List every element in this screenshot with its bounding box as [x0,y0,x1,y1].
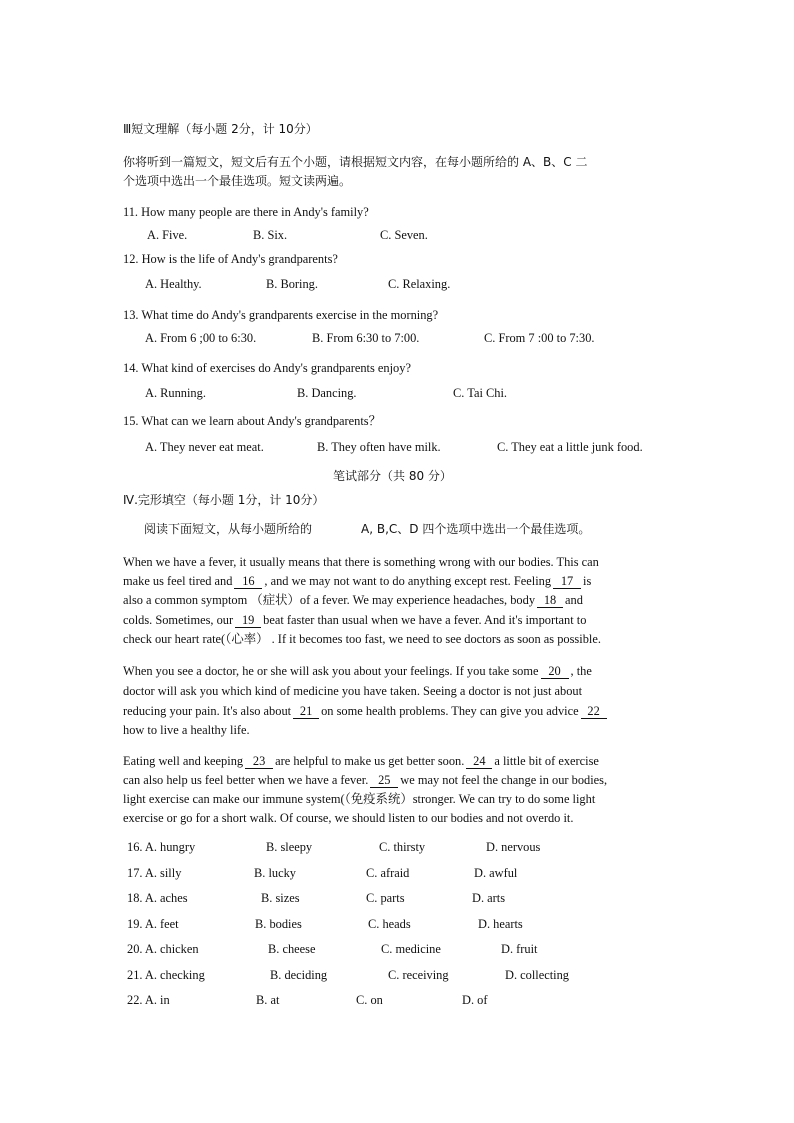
blank-19: 19 [235,614,261,628]
option-c: C. Relaxing. [388,277,451,291]
passage-text: and [565,593,583,607]
blank-23: 23 [245,755,273,769]
passage-text: , and we may not want to do anything except rest. Feeling [264,574,552,588]
passage-line [123,772,607,788]
option-c: C. parts [366,891,405,905]
question-text: 12. How is the life of Andy's grandparents? [123,252,338,266]
option-d: D. of [462,993,488,1007]
option-c: C. Seven. [380,228,428,242]
option-a: 18. A. aches [127,891,188,905]
option-b: B. Six. [253,228,288,242]
option-a: A. Running. [145,386,206,400]
option-b: B. From 6:30 to 7:00. [312,331,420,345]
option-a: 19. A. feet [127,917,179,931]
question-text: 13. What time do Andy's grandparents exercise in the morning? [123,308,439,322]
option-b: B. sizes [261,891,300,905]
section-3-title: Ⅲ短文理解（每小题 2分，计 10分） [123,122,318,136]
option-b: B. sleepy [266,840,313,854]
blank-16: 16 [234,575,262,589]
option-b: B. deciding [270,968,328,982]
written-part-heading: 笔试部分（共 80 分） [333,469,452,483]
passage-text: When you see a doctor, he or she will ask you about your feelings. If you take some [123,664,539,678]
section-4-instruction-a: 阅读下面短文，从每小题所给的 [144,522,313,536]
option-a: A. They never eat meat. [145,440,264,454]
section-3-instruction-line-1: 你将听到一篇短文，短文后有五个小题，请根据短文内容，在每小题所给的 A、B、C 二 [123,155,588,169]
option-c: C. They eat a little junk food. [497,440,643,454]
option-a: 21. A. checking [127,968,205,982]
option-a: A. Five. [147,228,188,242]
blank-18: 18 [537,594,563,608]
passage-line [123,573,591,589]
option-a: A. Healthy. [145,277,202,291]
option-c: C. receiving [388,968,449,982]
blank-17: 17 [553,575,581,589]
option-d: D. collecting [505,968,569,982]
passage-text: also a common symptom （症状）of a fever. We may experience headaches, body [123,593,536,607]
blank-25: 25 [370,774,398,788]
option-a: 17. A. silly [127,866,182,880]
section-4-instruction-b: A, B,C、D 四个选项中选出一个最佳选项。 [361,522,591,536]
passage-line: When we have a fever, it usually means that there is something wrong with our bodies. This can [123,555,599,569]
section-3-instruction-line-2: 个选项中选出一个最佳选项。短文读两遍。 [123,174,352,188]
blank-20: 20 [541,665,569,679]
option-d: D. arts [472,891,506,905]
option-b: B. at [256,993,280,1007]
passage-text: we may not feel the change in our bodies, [400,773,608,787]
option-c: C. Tai Chi. [453,386,507,400]
option-b: B. They often have milk. [317,440,441,454]
option-d: D. fruit [501,942,538,956]
passage-line: exercise or go for a short walk. Of course, we should listen to our bodies and not overdo it. [123,811,574,825]
question-text: 11. How many people are there in Andy's family? [123,205,369,219]
passage-text: is [583,574,592,588]
option-c: C. medicine [381,942,441,956]
blank-22: 22 [581,705,607,719]
option-b: B. bodies [255,917,302,931]
passage-text: on some health problems. They can give you advice [321,704,579,718]
passage-text: can also help us feel better when we have a fever. [123,773,369,787]
option-c: C. thirsty [379,840,426,854]
option-c: C. on [356,993,383,1007]
option-b: B. cheese [268,942,316,956]
section-4-title: Ⅳ.完形填空（每小题 1分，计 10分） [123,493,325,507]
blank-21: 21 [293,705,319,719]
passage-line: how to live a healthy life. [123,723,250,737]
option-a: 22. A. in [127,993,170,1007]
passage-text: reducing your pain. It's also about [123,704,292,718]
passage-line [123,592,583,608]
option-b: B. Dancing. [297,386,357,400]
passage-line [123,703,609,719]
passage-line [123,612,586,628]
option-c: C. From 7 :00 to 7:30. [484,331,595,345]
passage-text: colds. Sometimes, our [123,613,234,627]
passage-text: , the [570,664,592,678]
option-b: B. Boring. [266,277,318,291]
passage-text: beat faster than usual when we have a fever. And it's important to [263,613,587,627]
passage-line [123,753,599,769]
passage-text: are helpful to make us get better soon. [275,754,465,768]
option-c: C. heads [368,917,411,931]
question-text: 14. What kind of exercises do Andy's grandparents enjoy? [123,361,411,375]
option-b: B. lucky [254,866,296,880]
option-d: D. nervous [486,840,541,854]
passage-line: light exercise can make our immune system(（免疫系统）stronger. We can try to do some light [123,792,596,806]
passage-text: a little bit of exercise [494,754,599,768]
passage-text: make us feel tired and [123,574,233,588]
option-a: 16. A. hungry [127,840,196,854]
option-a: 20. A. chicken [127,942,199,956]
blank-24: 24 [466,755,492,769]
passage-line [123,663,592,679]
passage-text: Eating well and keeping [123,754,244,768]
question-text: 15. What can we learn about Andy's grandparents？ [123,414,382,428]
option-d: D. awful [474,866,518,880]
option-a: A. From 6 ;00 to 6:30. [145,331,257,345]
option-c: C. afraid [366,866,410,880]
passage-line: check our heart rate(（心率） . If it becomes too fast, we need to see doctors as soon as possible. [123,632,601,646]
option-d: D. hearts [478,917,523,931]
passage-line: doctor will ask you which kind of medicine you have taken. Seeing a doctor is not just about [123,684,583,698]
